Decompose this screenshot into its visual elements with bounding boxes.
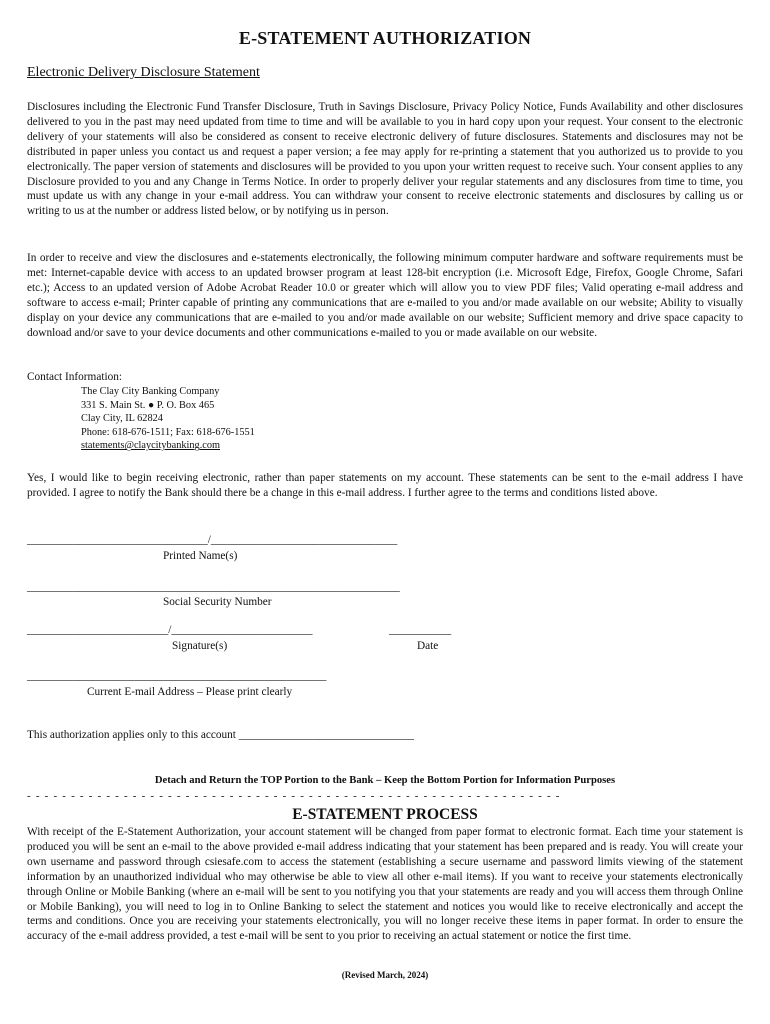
- contact-phone: Phone: 618-676-1511; Fax: 618-676-1551: [81, 426, 255, 438]
- disclosure-paragraph: Disclosures including the Electronic Fund Transfer Disclosure, Truth in Savings Disclosure, Privacy Policy Notice, Funds Availability and other disclosures delivered to you in the past may need updated from time to time and will be available to you in hard copy upon your request. Your consent to the electronic delivery of your statements will also be considered as consent to receive electronic delivery of future disclosures. Statements and disclosures may not be distributed in paper unless you contact us and request a paper version; a fee may apply for re-printing a statement that you authorized us to provide to you electronically. The paper version of statements and disclosures will be provided to you upon your written request to receive such. Your consent applies to any Disclosure provided to you and any Change in Terms Notice. In order to properly deliver your regular statements and any disclosures from time to time, you must update us with any change in your e-mail address. You can withdraw your consent to receive electronic statements and disclosures by calling us or writing to us at the number or address listed below, or by notifying us in person.: [27, 101, 743, 218]
- cut-line: - - - - - - - - - - - - - - - - - - - - - - - - - - - - - - - - - - - - - - - - - - - - - - - - - - - - - - - - - - - - -: [27, 790, 561, 802]
- email-label: Current E-mail Address – Please print clearly: [87, 686, 293, 698]
- process-title: E-STATEMENT PROCESS: [292, 806, 478, 823]
- process-paragraph: With receipt of the E-Statement Authorization, your account statement will be changed from paper format to electronic format. Each time your statement is produced you will be sent an e-mail to the above provided e-mail address indicating that your statement has been prepared and is ready. You will create your own username and password through csiesafe.com to access the statement (establishing a secure username and password limits viewing of the statement information by an unauthorized individual who may otherwise be able to view all other e-mail items). If you want to receive your statements electronically through Online or Mobile Banking (where an e-mail will be sent to you notifying you that your statements are ready and you will access them through Online or Mobile Banking), you will need to log in to Online Banking to select the statement and notices you would like to receive electronically and accept the terms and conditions. Once you are receiving your statements electronically, you will no longer receive these items in paper format. In order to ensure the accuracy of the e-mail address provided, a test e-mail will be sent to you prior to receiving an actual statement or notice the first time.: [27, 826, 743, 943]
- contact-company: The Clay City Banking Company: [81, 386, 220, 397]
- section-subtitle: Electronic Delivery Disclosure Statement: [27, 65, 260, 80]
- account-field[interactable]: This authorization applies only to this account _______________________________: [27, 729, 414, 741]
- contact-label: Contact Information:: [27, 371, 123, 383]
- detach-instruction: Detach and Return the TOP Portion to the Bank – Keep the Bottom Portion for Information Purposes: [154, 775, 616, 786]
- ssn-label: Social Security Number: [163, 596, 272, 608]
- printed-name-label: Printed Name(s): [163, 550, 238, 562]
- contact-email-link[interactable]: statements@claycitybanking.com: [81, 440, 221, 452]
- revision-note: (Revised March, 2024): [341, 970, 429, 980]
- signature-field[interactable]: _________________________/_________________________: [27, 624, 313, 636]
- consent-paragraph: Yes, I would like to begin receiving electronic, rather than paper statements on my account. These statements can be sent to the e-mail address I have provided. I agree to notify the Bank should there be a change in this e-mail address. I further agree to the terms and conditions listed above.: [27, 472, 743, 499]
- signature-label: Signature(s): [172, 640, 228, 652]
- requirements-paragraph: In order to receive and view the disclosures and e-statements electronically, the following minimum computer hardware and software requirements must be met: Internet-capable device with access to an updated browser program at least 128-bit encryption (i.e. Microsoft Edge, Firefox, Google Chrome, Safari etc.); Access to an updated version of Adobe Acrobat Reader 10.0 or greater which will allow you to view PDF files; Valid operating e-mail address and software to access e-mail; Printer capable of printing any communications that are e-mailed to you and/or made available on our website; Ability to visually display on your device any communications that are e-mailed to you and/or made available on our website; Sufficient memory and drive space capacity to download and/or save to your device documents and other communications e-mailed to you or made available on our website.: [27, 252, 743, 339]
- date-field[interactable]: ___________: [389, 624, 452, 636]
- email-field[interactable]: _____________________________________________________: [27, 670, 327, 682]
- ssn-field[interactable]: __________________________________________________________________: [27, 581, 400, 593]
- contact-block: [81, 385, 255, 453]
- contact-address-line2: Clay City, IL 62824: [81, 413, 163, 425]
- page-title: E-STATEMENT AUTHORIZATION: [238, 28, 532, 48]
- date-label: Date: [417, 640, 439, 652]
- printed-name-field[interactable]: ________________________________/_________________________________: [27, 534, 398, 546]
- contact-address-line1: 331 S. Main St. ● P. O. Box 465: [81, 399, 215, 411]
